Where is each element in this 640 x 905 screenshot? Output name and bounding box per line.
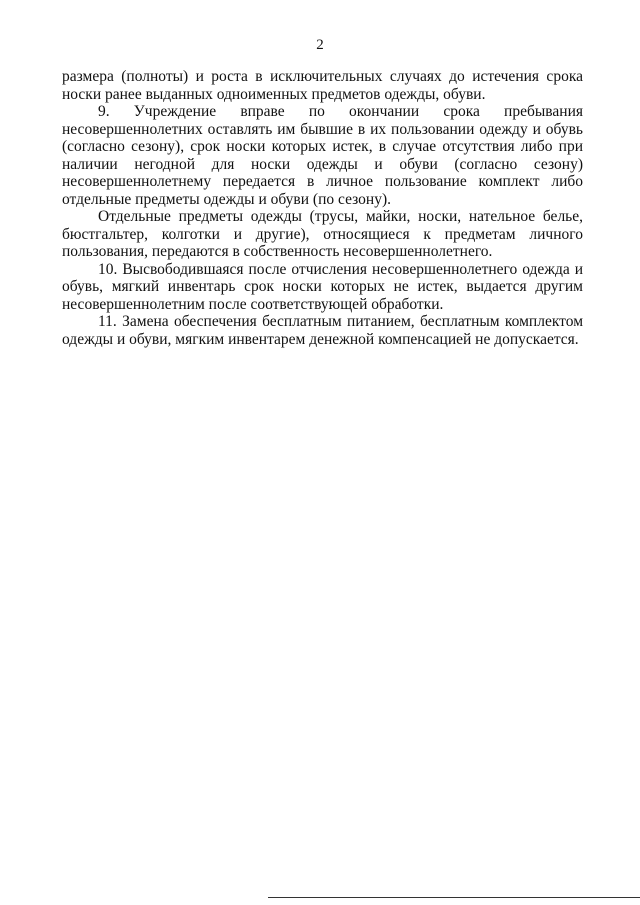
paragraph-item-10: 10. Высвободившаяся после отчисления несовершеннолетнего одежда и обувь, мягкий инвентарь срок носки которых не истек, выдается другим несовершеннолетним после соответствующей обработки. [62,260,583,313]
document-body [62,68,583,348]
paragraph-item-9: 9. Учреждение вправе по окончании срока пребывания несовершеннолетних оставлять им бывшие в их пользовании одежду и обувь (согласно сезону), срок носки которых истек, в случае отсутствия либо при наличии негодной для носки одежды и обуви (согласно сезону) несовершеннолетнему передается в личное пользование комплект либо отдельные предметы одежды и обуви (по сезону). [62,103,583,208]
paragraph-continuation: размера (полноты) и роста в исключительных случаях до истечения срока носки ранее выданных одноименных предметов одежды, обуви. [62,68,583,103]
page-number: 2 [316,37,324,53]
paragraph-item-11: 11. Замена обеспечения бесплатным питанием, бесплатным комплектом одежды и обуви, мягким инвентарем денежной компенсацией не допускается. [62,313,583,348]
footer-rule [268,897,640,898]
paragraph-item-9-continuation: Отдельные предметы одежды (трусы, майки, носки, нательное белье, бюстгальтер, колготки и другие), относящиеся к предметам личного пользования, передаются в собственность несовершеннолетнего. [62,208,583,260]
